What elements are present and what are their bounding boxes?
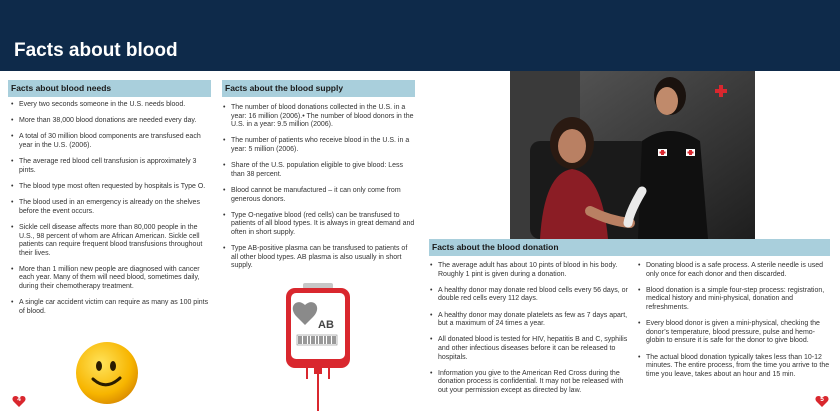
list-item: • The blood type most often requested by hospitals is Type O. bbox=[10, 183, 213, 192]
blood-type-label: AB bbox=[318, 319, 334, 331]
donation-heading: Facts about the blood donation bbox=[429, 239, 830, 256]
list-item: • Every two seconds someone in the U.S. needs blood. bbox=[10, 101, 213, 110]
list-item: • Type O-negative blood (red cells) can be transfused to patients of all blood types. It is always in great demand and often in short supply. bbox=[222, 212, 415, 238]
smiley-icon bbox=[75, 341, 139, 405]
list-item: • A healthy donor may donate red blood cells every 56 days, or double red cells every 112 days. bbox=[429, 287, 629, 304]
blood-bag-icon bbox=[283, 283, 353, 411]
page-header bbox=[0, 0, 840, 71]
supply-heading: Facts about the blood supply bbox=[222, 80, 415, 97]
list-item: • Blood donation is a simple four-step process: registration, medical history and mini-physical, donation and refreshments. bbox=[637, 287, 831, 313]
donation-list-left bbox=[429, 262, 629, 403]
supply-list bbox=[222, 104, 415, 278]
list-item: • The blood used in an emergency is already on the shelves before the event occurs. bbox=[10, 199, 213, 216]
list-item: • A healthy donor may donate platelets as few as 7 days apart, but a maximum of 24 times a year. bbox=[429, 312, 629, 329]
list-item: • The actual blood donation typically takes less than 10-12 minutes. The entire process, from the time you arrive to the time you leave, takes about an hour and 15 min. bbox=[637, 354, 831, 380]
list-item: • Donating blood is a safe process. A sterile needle is used only once for each donor and then discarded. bbox=[637, 262, 831, 279]
needs-list bbox=[10, 101, 213, 324]
list-item: • Blood cannot be manufactured – it can only come from generous donors. bbox=[222, 187, 415, 204]
page-number-text: 5 bbox=[820, 396, 824, 403]
donation-photo bbox=[510, 71, 755, 239]
list-item: • All donated blood is tested for HIV, hepatitis B and C, syphilis and other infectious diseases before it can be released to hospitals. bbox=[429, 336, 629, 362]
list-item: • The number of patients who receive blood in the U.S. in a year: 5 million (2006). bbox=[222, 137, 415, 154]
needs-heading: Facts about blood needs bbox=[8, 80, 211, 97]
page-number-right bbox=[815, 395, 829, 408]
list-item: • Information you give to the American Red Cross during the donation process is confidential. It may not be released with out your permission except as directed by law. bbox=[429, 370, 629, 396]
list-item: • A total of 30 million blood components are transfused each year in the U.S. (2006). bbox=[10, 133, 213, 150]
list-item: • Sickle cell disease affects more than 80,000 people in the U.S., 98 percent of whom are African American. Sickle cell patients can require frequent blood transfusions throughout their lives. bbox=[10, 224, 213, 258]
list-item: • Share of the U.S. population eligible to give blood: Less than 38 percent. bbox=[222, 162, 415, 179]
donation-list-right bbox=[637, 262, 831, 387]
list-item: • Every blood donor is given a mini-physical, checking the donor’s temperature, blood pressure, pulse and hemo-globin to ensure it is safe for the donor to give blood. bbox=[637, 320, 831, 346]
page-number-left bbox=[12, 395, 26, 408]
list-item: • The average adult has about 10 pints of blood in his body. Roughly 1 pint is given during a donation. bbox=[429, 262, 629, 279]
list-item: • The average red blood cell transfusion is approximately 3 pints. bbox=[10, 158, 213, 175]
list-item: • A single car accident victim can require as many as 100 pints of blood. bbox=[10, 299, 213, 316]
page-number-text: 4 bbox=[17, 396, 21, 403]
list-item: • Type AB-positive plasma can be transfused to patients of all other blood types. AB plasma is also usually in short supply. bbox=[222, 245, 415, 271]
list-item: • More than 38,000 blood donations are needed every day. bbox=[10, 117, 213, 126]
page-title: Facts about blood bbox=[14, 40, 178, 61]
list-item: • More than 1 million new people are diagnosed with cancer each year. Many of them will need blood, sometimes daily, during their chemotherapy treatment. bbox=[10, 266, 213, 292]
list-item: • The number of blood donations collected in the U.S. in a year: 16 million (2006).• The number of blood donors in the U.S. in a year: 9.5 million (2006). bbox=[222, 104, 415, 130]
